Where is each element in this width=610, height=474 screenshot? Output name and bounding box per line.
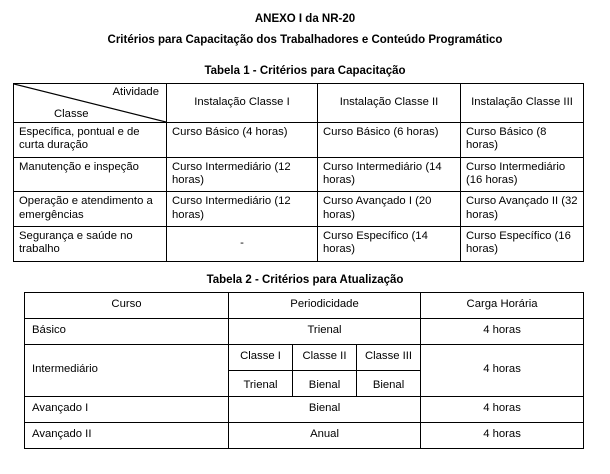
table2-curso-avancado-i: Avançado I	[25, 396, 229, 422]
criteria-atualizacao-table	[24, 292, 584, 449]
table2-periodicidade-basico: Trienal	[229, 318, 421, 344]
table2-curso-avancado-ii: Avançado II	[25, 422, 229, 448]
table1-cell-classe-i: Curso Básico (4 horas)	[167, 123, 318, 158]
table1-cell-classe-i: Curso Intermediário (12 horas)	[167, 192, 318, 227]
table-row	[25, 344, 584, 370]
table2-subheader-classe-iii: Classe III	[357, 344, 421, 370]
table1-cell-classe-iii: Curso Específico (16 horas)	[461, 226, 584, 261]
document-title-line-2: Critérios para Capacitação dos Trabalhadores e Conteúdo Programático	[107, 33, 503, 46]
table1-header-classe-i: Instalação Classe I	[167, 84, 318, 123]
table1-header-classe-ii: Instalação Classe II	[318, 84, 461, 123]
table1-corner-diagonal-cell	[14, 84, 167, 123]
table-row	[14, 123, 584, 158]
table1-activity-cell: Manutenção e inspeção	[14, 157, 167, 192]
table2-curso-basico: Básico	[25, 318, 229, 344]
table2-header-row	[25, 292, 584, 318]
table2-period-classe-i: Trienal	[229, 370, 293, 396]
table1-header-row	[14, 84, 584, 123]
table2-container	[24, 292, 583, 449]
table1-activity-cell: Operação e atendimento a emergências	[14, 192, 167, 227]
corner-label-classe: Classe	[54, 107, 89, 120]
table1-container	[13, 83, 583, 262]
table2-subheader-classe-i: Classe I	[229, 344, 293, 370]
table2-carga-avancado-i: 4 horas	[421, 396, 584, 422]
table2-header-periodicidade: Periodicidade	[229, 292, 421, 318]
table2-caption: Tabela 2 - Critérios para Atualização	[206, 273, 404, 286]
table-row	[14, 226, 584, 261]
table-row	[25, 318, 584, 344]
table1-cell-classe-i: Curso Intermediário (12 horas)	[167, 157, 318, 192]
table1-cell-classe-ii: Curso Básico (6 horas)	[318, 123, 461, 158]
table1-activity-cell: Segurança e saúde no trabalho	[14, 226, 167, 261]
table2-period-classe-iii: Bienal	[357, 370, 421, 396]
table2-carga-avancado-ii: 4 horas	[421, 422, 584, 448]
table2-header-carga-horaria: Carga Horária	[421, 292, 584, 318]
table1-cell-classe-ii: Curso Avançado I (20 horas)	[318, 192, 461, 227]
table1-cell-classe-iii: Curso Avançado II (32 horas)	[461, 192, 584, 227]
table1-cell-classe-iii: Curso Intermediário (16 horas)	[461, 157, 584, 192]
table2-periodicidade-avancado-i: Bienal	[229, 396, 421, 422]
table1-cell-classe-ii: Curso Intermediário (14 horas)	[318, 157, 461, 192]
table2-curso-intermediario: Intermediário	[25, 344, 229, 396]
table2-carga-basico: 4 horas	[421, 318, 584, 344]
table2-period-classe-ii: Bienal	[293, 370, 357, 396]
table2-carga-intermediario: 4 horas	[421, 344, 584, 396]
table-row	[14, 192, 584, 227]
table2-periodicidade-avancado-ii: Anual	[229, 422, 421, 448]
document-title-line-1: ANEXO I da NR-20	[254, 13, 356, 25]
table-row	[14, 157, 584, 192]
table1-cell-classe-iii: Curso Básico (8 horas)	[461, 123, 584, 158]
corner-label-activity: Atividade	[112, 86, 159, 98]
table1-header-classe-iii: Instalação Classe III	[461, 84, 584, 123]
table1-caption: Tabela 1 - Critérios para Capacitação	[204, 65, 406, 77]
table-row	[25, 422, 584, 448]
table1-cell-classe-ii: Curso Específico (14 horas)	[318, 226, 461, 261]
table1-activity-cell: Específica, pontual e de curta duração	[14, 123, 167, 158]
table1-cell-classe-i: -	[167, 226, 318, 261]
table-row	[25, 396, 584, 422]
criteria-capacitacao-table	[13, 83, 584, 262]
table2-subheader-classe-ii: Classe II	[293, 344, 357, 370]
table2-header-curso: Curso	[25, 292, 229, 318]
